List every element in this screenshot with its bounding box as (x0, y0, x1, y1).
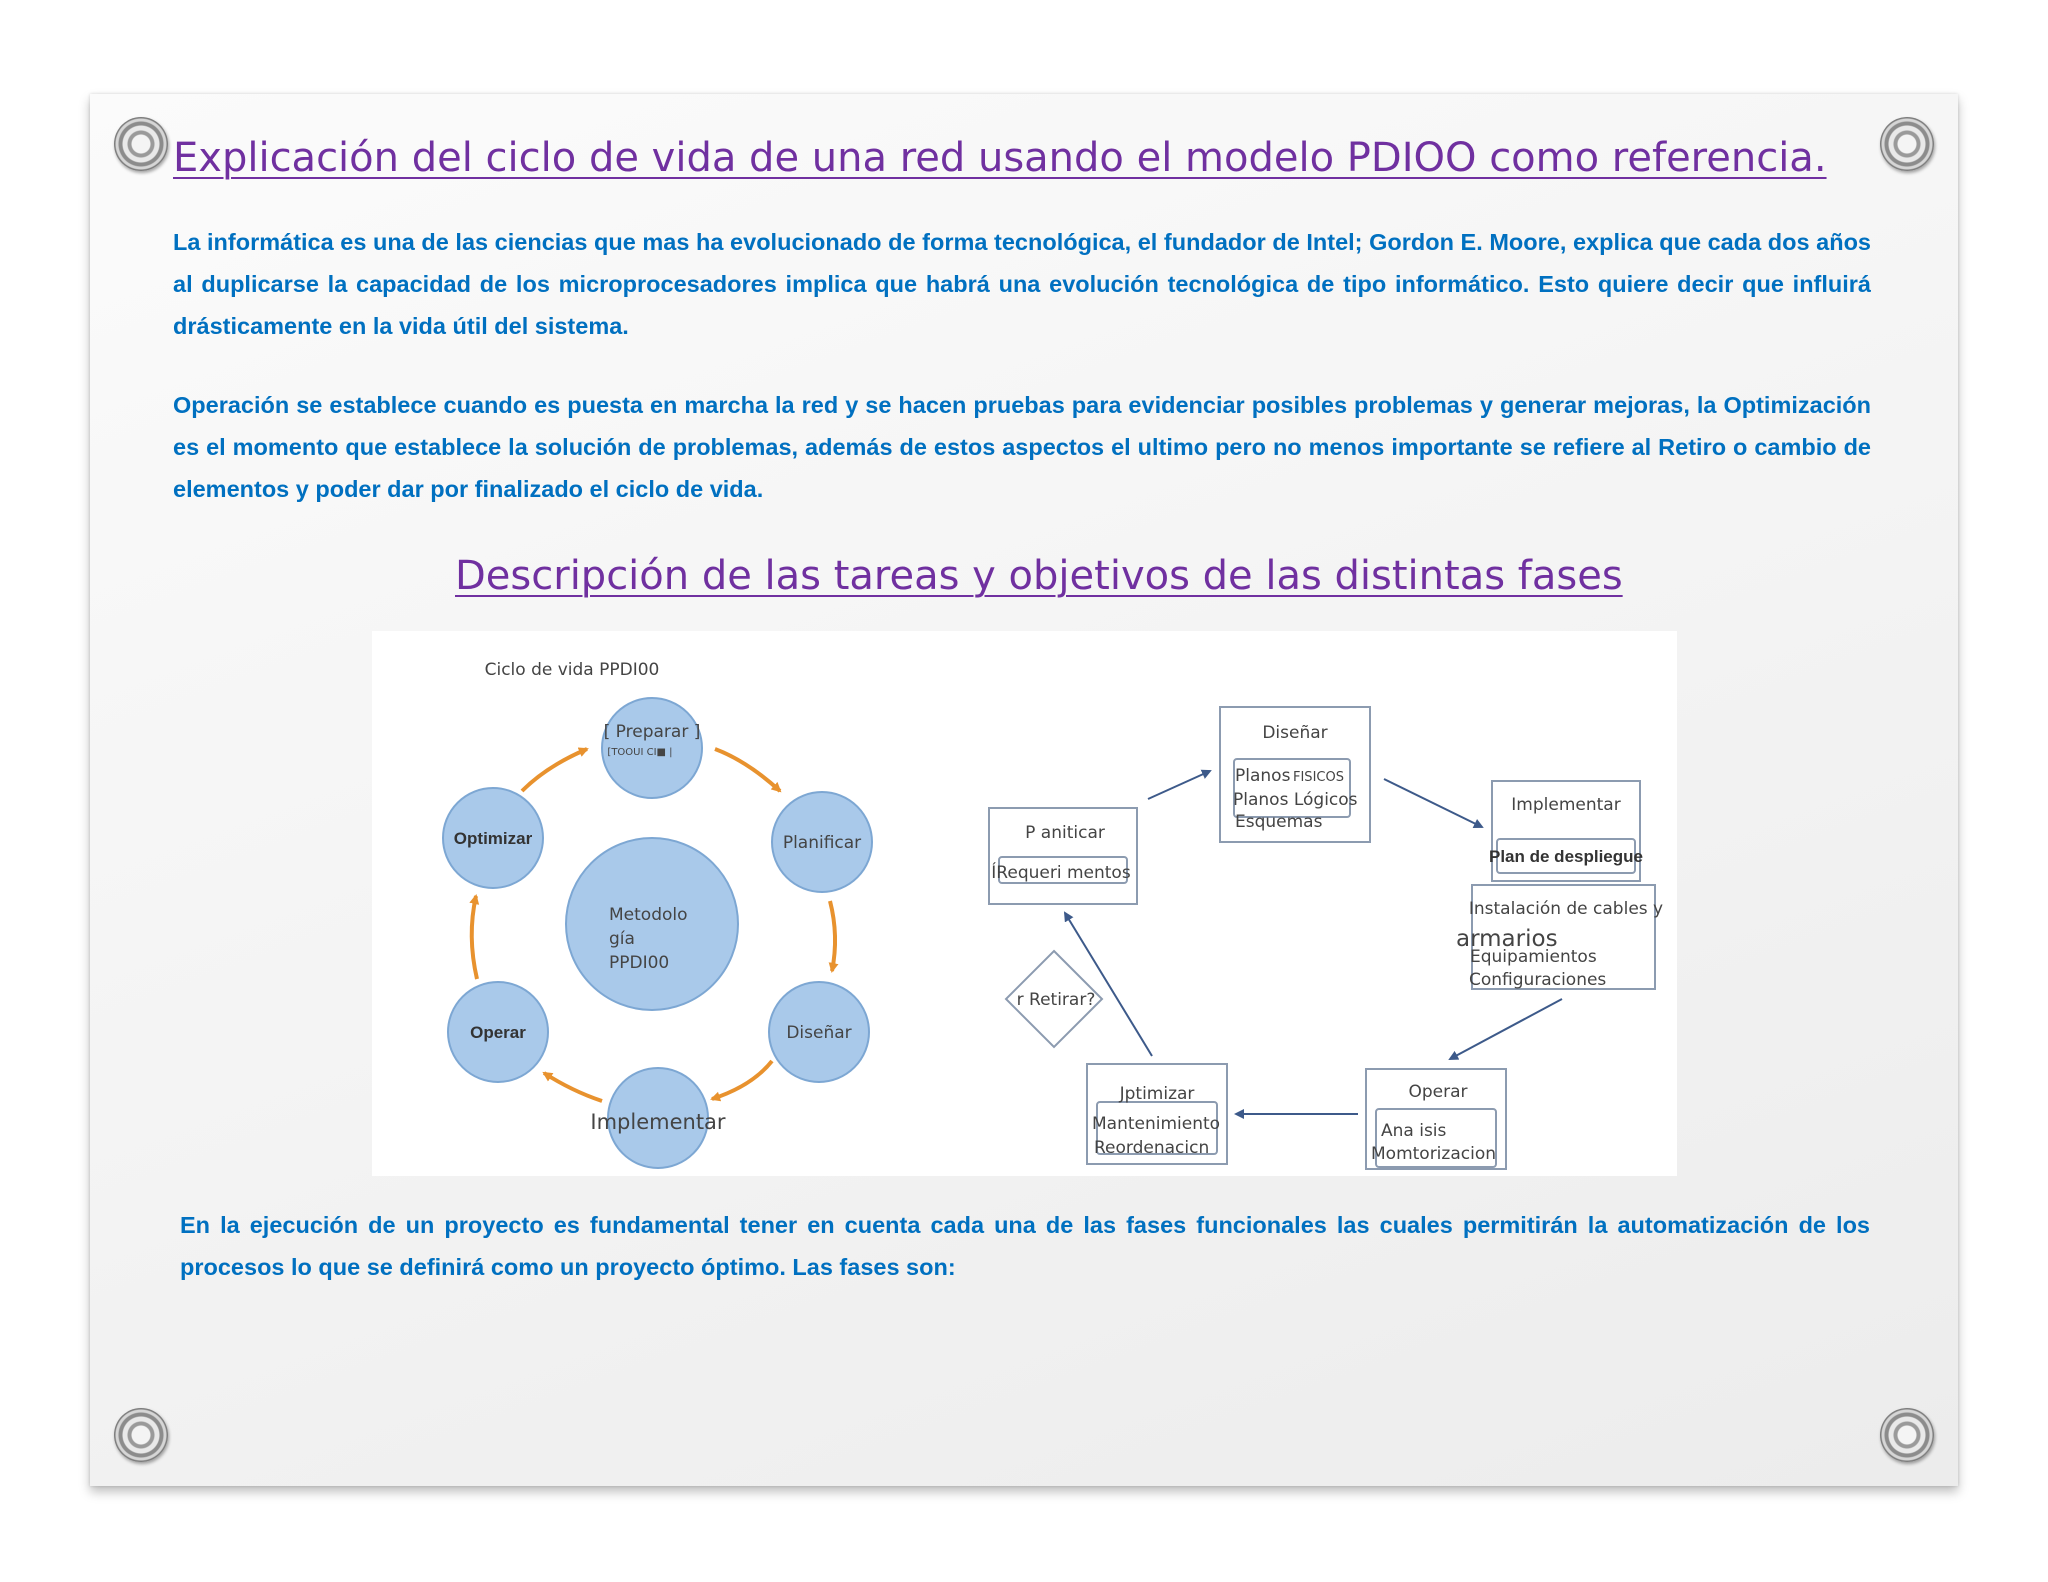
label-implement: Implementar (590, 1110, 726, 1134)
phases-paragraph: En la ejecución de un proyecto es fundamental tener en cuenta cada una de las fases funcionales las cuales permitirán la automatización de los procesos lo que se definirá como un proyecto óptimo. Las fases son: (180, 1212, 1870, 1280)
rivet-top-left (114, 117, 168, 171)
flow-optimize-title: Jptimizar (1119, 1084, 1195, 1104)
label-prepare: [ Preparar ] (603, 722, 701, 742)
cycle-title: Ciclo de vida PPDI00 (484, 660, 660, 680)
center-line-1: Metodolo (609, 905, 688, 925)
flow-operate-title: Operar (1408, 1082, 1468, 1102)
label-operate: Operar (470, 1023, 526, 1042)
pdioo-figure (372, 631, 1677, 1176)
flow-implement-sub: Plan de despliegue (1489, 847, 1643, 866)
flow-install-line-4: Configuraciones (1469, 970, 1607, 990)
section-heading: Descripción de las tareas y objetivos de las distintas fases (455, 553, 1623, 599)
label-design: Diseñar (786, 1023, 852, 1043)
flow-plan-title: P aniticar (1025, 823, 1105, 843)
flow-install-line-2: armarios (1456, 926, 1558, 952)
flow-design-item-1: Planos (1235, 766, 1291, 786)
flow-optimize-item-2: Reordenacicn (1094, 1138, 1210, 1158)
rivet-top-right (1880, 117, 1934, 171)
center-line-2: gía (609, 929, 635, 949)
flow-implement-title: Implementar (1511, 795, 1621, 815)
flow-install-line-3: Equipamientos (1470, 947, 1597, 967)
rivet-bottom-right (1880, 1408, 1934, 1462)
flow-design-item-4: Esquemas (1235, 812, 1323, 832)
flow-install-line-1: Instalación de cables y (1468, 899, 1664, 919)
main-heading: Explicación del ciclo de vida de una red usando el modelo PDIOO como referencia. (173, 135, 1827, 181)
flow-operate-item-1: Ana isis (1381, 1121, 1447, 1141)
center-line-3: PPDI00 (609, 953, 670, 973)
flow-retire-label: r Retirar? (1016, 990, 1096, 1010)
label-plan: Planificar (782, 833, 862, 853)
flow-plan-sub: ÍRequeri mentos (991, 863, 1131, 883)
intro-paragraph: La informática es una de las ciencias que mas ha evolucionado de forma tecnológica, el fundador de Intel; Gordon E. Moore, explica que cada dos años al duplicarse la capacidad de los microprocesadores implica que habrá una evolución tecnológica de tipo informático. Esto quiere decir que influirá drásticamente en la vida útil del sistema. (173, 229, 1871, 339)
flow-operate-item-2: Momtorizacion (1371, 1144, 1496, 1164)
flow-optimize-item-1: Mantenimiento (1092, 1114, 1221, 1134)
label-optimize: Optimizar (453, 829, 533, 848)
cycle-nodes (443, 698, 872, 1168)
flow-design-title: Diseñar (1262, 723, 1328, 743)
label-prepare-sub: [TOOUI CI■ | (607, 747, 673, 758)
operation-paragraph: Operación se establece cuando es puesta en marcha la red y se hacen pruebas para evidenciar posibles problemas y generar mejoras, la Optimización es el momento que establece la solución de problemas, además de estos aspectos el ultimo pero no menos importante se refiere al Retiro o cambio de elementos y poder dar por finalizado el ciclo de vida. (173, 392, 1871, 502)
rivet-bottom-left (114, 1408, 168, 1462)
flow-design-item-2: FISICOS (1293, 770, 1344, 785)
pdioo-diagram-svg (372, 631, 1677, 1176)
flow-design-item-3: Planos Lógicos (1233, 790, 1358, 810)
